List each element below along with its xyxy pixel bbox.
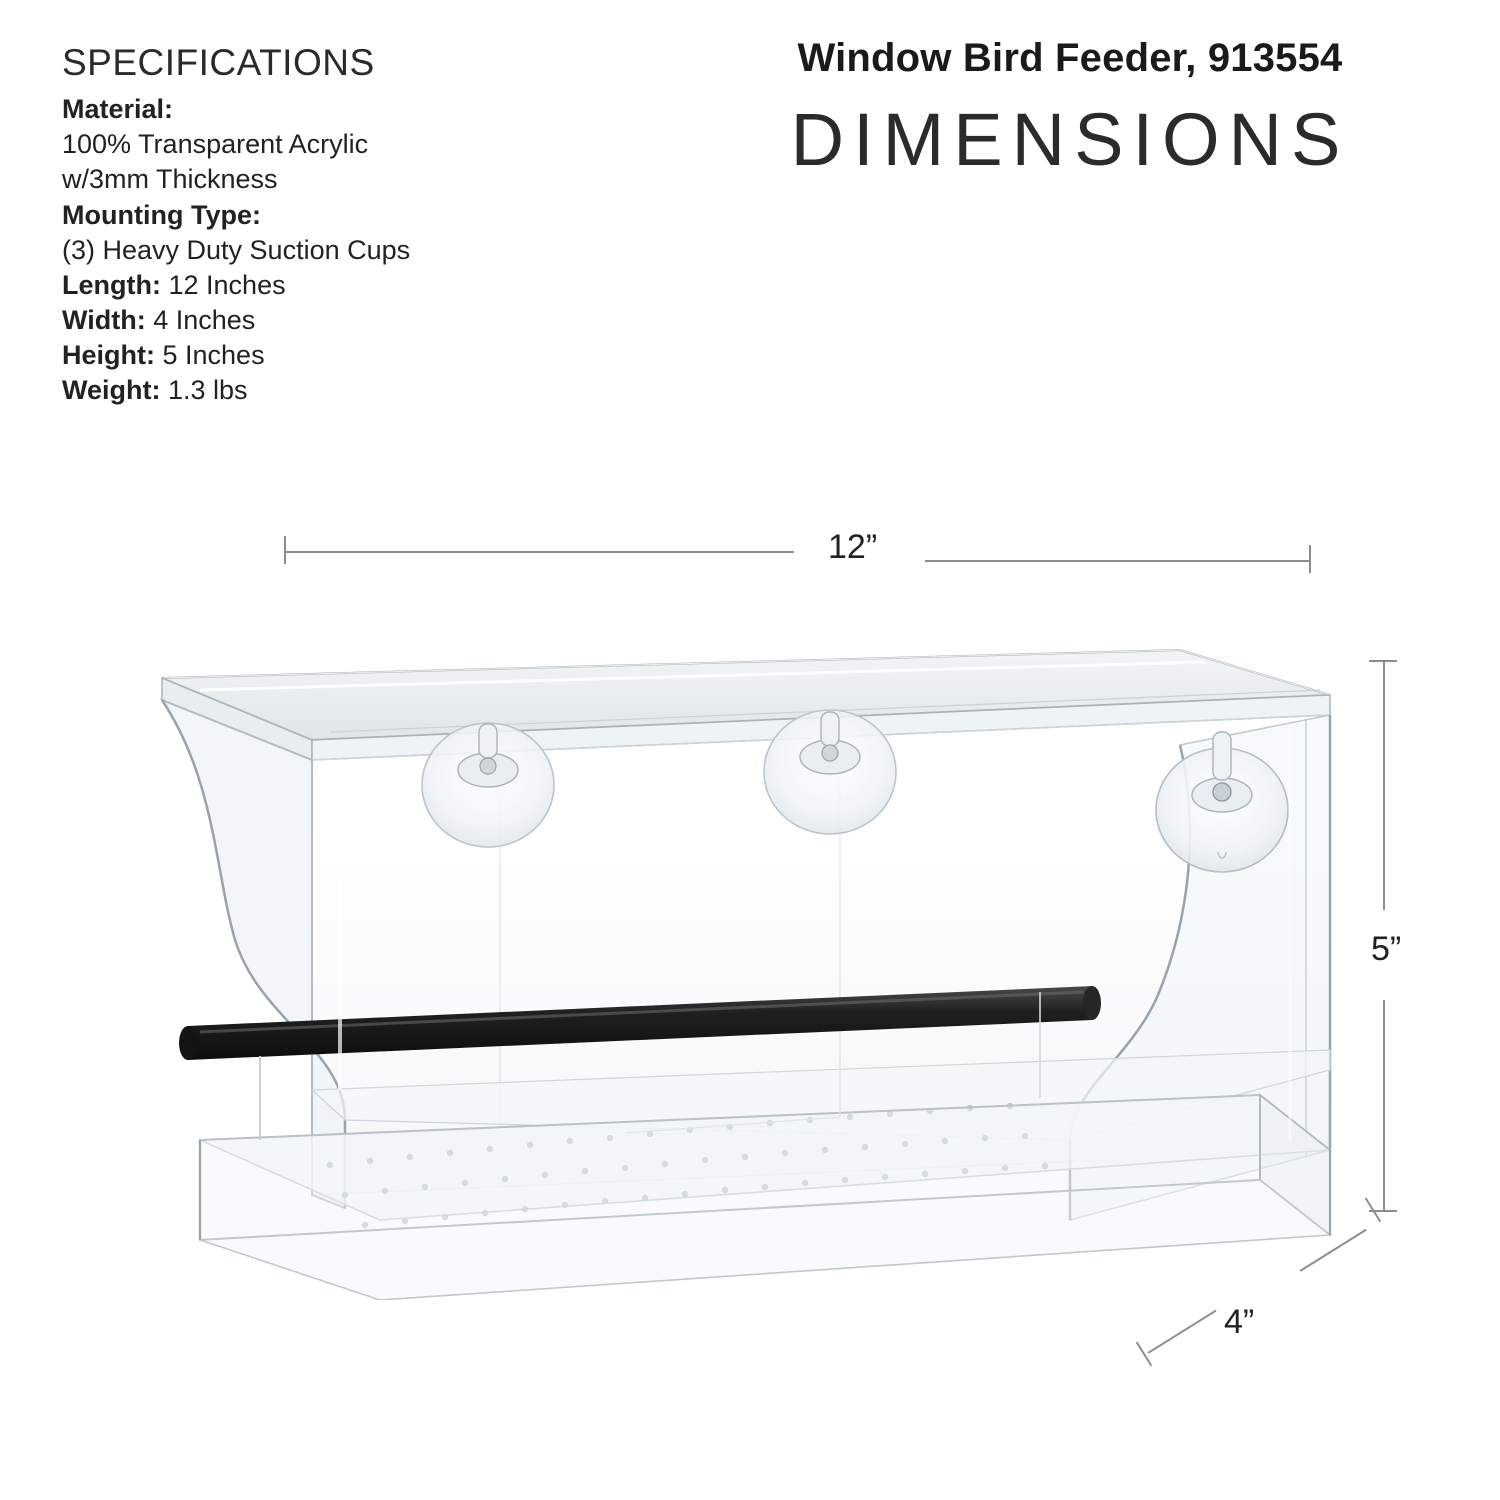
depth-tick-left bbox=[1136, 1342, 1152, 1367]
spec-label: Material: bbox=[62, 94, 174, 125]
spec-value: w/3mm Thickness bbox=[62, 164, 278, 195]
spec-label: Length: bbox=[62, 269, 161, 300]
spec-row bbox=[62, 92, 622, 127]
specifications-block bbox=[62, 40, 622, 408]
spec-row bbox=[62, 162, 622, 197]
spec-row bbox=[62, 127, 622, 162]
spec-row bbox=[62, 373, 622, 408]
spec-value: 100% Transparent Acrylic bbox=[62, 129, 369, 160]
height-measure-line-bottom bbox=[1383, 1000, 1385, 1212]
height-tick-top bbox=[1369, 660, 1397, 662]
spec-row bbox=[62, 338, 622, 373]
height-measure-line-top bbox=[1383, 660, 1385, 910]
header-block bbox=[700, 36, 1440, 182]
product-illustration bbox=[140, 620, 1360, 1300]
length-measure-line-right bbox=[925, 560, 1310, 562]
spec-row bbox=[62, 233, 622, 268]
specifications-heading: SPECIFICATIONS bbox=[62, 42, 375, 83]
spec-row bbox=[62, 198, 622, 233]
spec-label: Width: bbox=[62, 304, 146, 335]
spec-value: 12 Inches bbox=[168, 269, 286, 300]
length-dimension-label: 12” bbox=[828, 528, 878, 566]
spec-label: Mounting Type: bbox=[62, 199, 261, 230]
height-dimension-label: 5” bbox=[1371, 930, 1402, 968]
page-title: Window Bird Feeder, 913554 bbox=[797, 36, 1343, 80]
length-tick-right bbox=[1309, 545, 1311, 573]
length-tick-left bbox=[284, 536, 286, 564]
spec-row bbox=[62, 303, 622, 338]
length-measure-line-left bbox=[284, 551, 794, 553]
spec-value: (3) Heavy Duty Suction Cups bbox=[62, 234, 411, 265]
spec-value: 5 Inches bbox=[162, 339, 265, 370]
depth-measure-line-left bbox=[1148, 1310, 1217, 1354]
spec-value: 1.3 lbs bbox=[168, 375, 248, 405]
section-heading: DIMENSIONS bbox=[790, 98, 1350, 181]
spec-label: Height: bbox=[62, 339, 155, 370]
spec-value: 4 Inches bbox=[153, 304, 256, 335]
spec-row bbox=[62, 268, 622, 303]
depth-dimension-label: 4” bbox=[1224, 1303, 1255, 1341]
spec-label: Weight: bbox=[62, 375, 161, 405]
